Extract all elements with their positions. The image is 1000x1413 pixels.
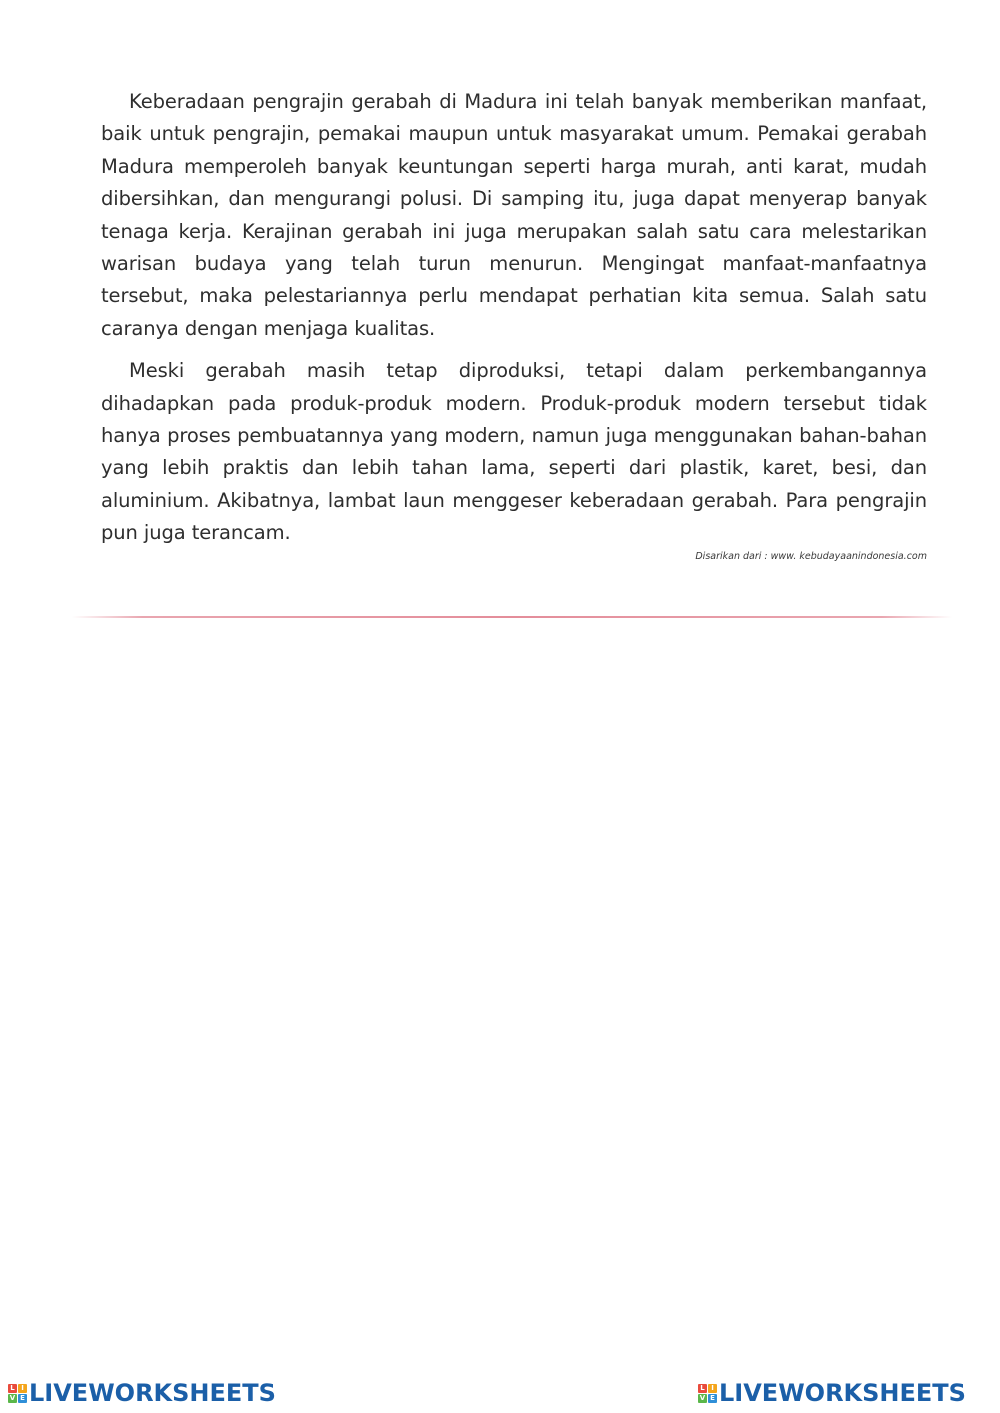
- logo-letter: V: [699, 1393, 706, 1402]
- liveworksheets-watermark-right: [698, 1376, 966, 1410]
- logo-letter: V: [9, 1393, 16, 1402]
- logo-letter: E: [708, 1394, 717, 1403]
- liveworksheets-watermark-left: [8, 1376, 276, 1410]
- logo-letter: E: [18, 1394, 27, 1403]
- logo-letter: L: [698, 1384, 707, 1393]
- paragraph-1: Keberadaan pengrajin gerabah di Madura ini telah banyak memberikan manfaat, baik untuk pengrajin, pemakai maupun untuk masyarakat umum. Pemakai gerabah Madura memperoleh banyak keuntungan seperti harga murah, anti karat, mudah dibersihkan, dan mengurangi polusi. Di samping itu, juga dapat menyerap banyak tenaga kerja. Kerajinan gerabah ini juga merupakan salah satu cara melestarikan warisan budaya yang telah turun menurun. Mengingat manfaat-manfaatnya tersebut, maka pelestariannya perlu mendapat perhatian kita semua. Salah satu caranya dengan menjaga kualitas.: [101, 90, 927, 340]
- logo-letter: L: [8, 1384, 17, 1393]
- liveworksheets-wordmark: LIVEWORKSHEETS: [29, 1379, 276, 1407]
- liveworksheets-logo-icon: [8, 1384, 27, 1403]
- liveworksheets-logo-icon: [698, 1384, 717, 1403]
- logo-letter: I: [18, 1384, 27, 1393]
- paragraph-2: Meski gerabah masih tetap diproduksi, tetapi dalam perkembangannya dihadapkan pada produk-produk modern. Produk-produk modern tersebut tidak hanya proses pembuatannya yang modern, namun juga menggunakan bahan-bahan yang lebih praktis dan lebih tahan lama, seperti dari plastik, karet, besi, dan aluminium. Akibatnya, lambat laun menggeser keberadaan gerabah. Para pengrajin pun juga terancam.: [101, 359, 927, 545]
- source-citation: Disarikan dari : www. kebudayaanindonesia.com: [695, 550, 927, 562]
- section-divider: [72, 616, 952, 618]
- liveworksheets-wordmark: LIVEWORKSHEETS: [719, 1379, 966, 1407]
- logo-letter: I: [708, 1384, 717, 1393]
- article-body: [101, 86, 927, 564]
